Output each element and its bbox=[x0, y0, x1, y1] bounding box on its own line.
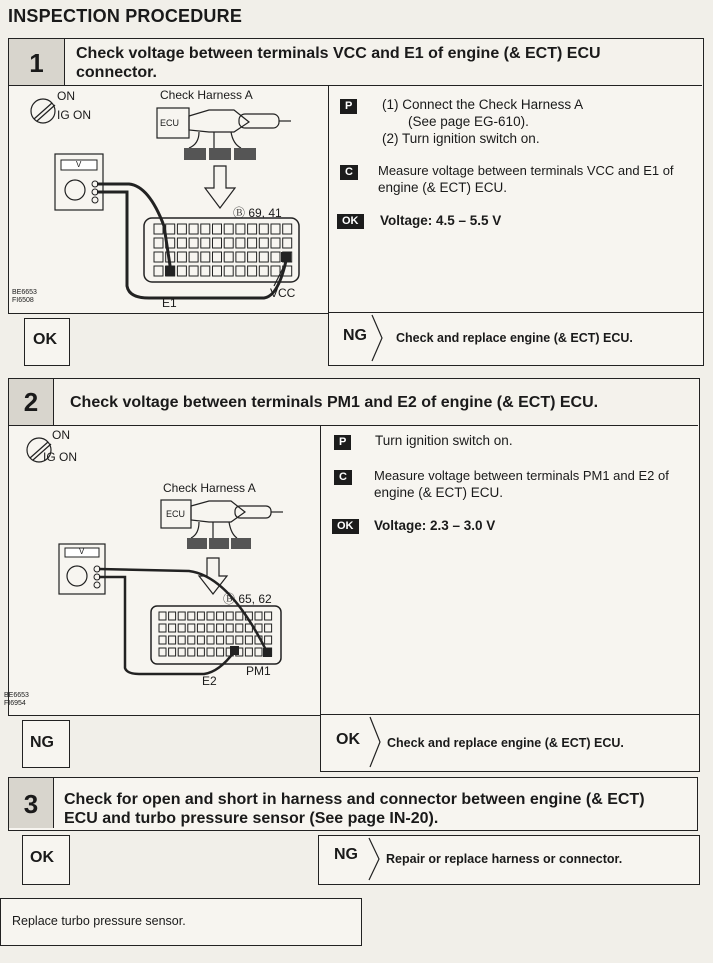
connector-pin bbox=[236, 612, 243, 620]
connector-pin bbox=[169, 648, 176, 656]
step-3-title-line2: ECU and turbo pressure sensor (See page IN-20). bbox=[64, 810, 439, 827]
connector-pin bbox=[265, 636, 272, 644]
step-1-p-line1: (1) Connect the Check Harness A bbox=[382, 97, 584, 112]
step-3-result-left: OK bbox=[30, 849, 54, 866]
connector-pin bbox=[265, 612, 272, 620]
step-2-diagram bbox=[9, 426, 319, 712]
chevron-right-icon bbox=[372, 315, 382, 361]
connector-pin bbox=[207, 648, 214, 656]
connector-pin bbox=[236, 224, 245, 234]
step-1-result-left: OK bbox=[33, 331, 57, 348]
connector-pin bbox=[207, 636, 214, 644]
connector-pin bbox=[189, 224, 198, 234]
step-2-switch-ig: IG ON bbox=[43, 450, 78, 464]
connector-pin bbox=[188, 648, 195, 656]
connector-pin bbox=[255, 648, 262, 656]
connector-pin bbox=[271, 238, 280, 248]
connector-pin bbox=[154, 252, 163, 262]
connector-pin bbox=[197, 648, 204, 656]
page-heading: INSPECTION PROCEDURE bbox=[8, 6, 243, 26]
down-arrow-icon bbox=[205, 166, 235, 208]
connector-pin bbox=[224, 252, 233, 262]
step-2-meter-v: V bbox=[79, 547, 85, 556]
connector-pin bbox=[201, 252, 210, 262]
step-2-switch-on: ON bbox=[52, 428, 70, 442]
connector-pin bbox=[178, 636, 185, 644]
connector-pin bbox=[255, 612, 262, 620]
connector-pin bbox=[207, 624, 214, 632]
connector-pin bbox=[188, 612, 195, 620]
step-2-code1: BE6653 bbox=[4, 692, 29, 699]
connector-pin bbox=[245, 648, 252, 656]
step-2-voltage: Voltage: 2.3 – 3.0 V bbox=[374, 518, 496, 533]
step-2-ecu-label: ECU bbox=[166, 509, 186, 519]
connector-pin bbox=[178, 648, 185, 656]
step-1-title-line1: Check voltage between terminals VCC and E1 of engine (& ECT) ECU bbox=[76, 45, 601, 62]
step-1-result-right-text: Check and replace engine (& ECT) ECU. bbox=[396, 331, 633, 345]
connector-pin bbox=[177, 238, 186, 248]
step-1-c-tag: C bbox=[340, 165, 358, 180]
connector-pin bbox=[283, 224, 292, 234]
step-2-p-tag: P bbox=[334, 435, 351, 450]
connector-pin bbox=[178, 624, 185, 632]
step-3-result-right-label: NG bbox=[334, 846, 358, 863]
connector-pin bbox=[226, 636, 233, 644]
connector-pin bbox=[197, 624, 204, 632]
connector-pin bbox=[159, 648, 166, 656]
connector-pin bbox=[217, 612, 224, 620]
check-harness-icon bbox=[157, 108, 291, 160]
step-1-number: 1 bbox=[9, 39, 65, 85]
connector-pin bbox=[154, 266, 163, 276]
connector-pin bbox=[197, 612, 204, 620]
step-2-ok-tag: OK bbox=[332, 519, 359, 534]
step-1-ok-tag: OK bbox=[337, 214, 364, 229]
connector-pin bbox=[259, 266, 268, 276]
connector-pin bbox=[201, 238, 210, 248]
connector-pin bbox=[248, 238, 257, 248]
step-1-harness-label: Check Harness A bbox=[160, 88, 253, 102]
connector-pin bbox=[236, 252, 245, 262]
connector-pin bbox=[159, 612, 166, 620]
step-1-p-tag: P bbox=[340, 99, 357, 114]
connector-pin bbox=[177, 266, 186, 276]
connector-pin bbox=[189, 252, 198, 262]
connector-pin bbox=[224, 266, 233, 276]
connector-pin bbox=[248, 224, 257, 234]
check-harness-icon bbox=[161, 500, 283, 549]
step-2-result-right-text: Check and replace engine (& ECT) ECU. bbox=[387, 736, 624, 750]
step-1-code2: FI6508 bbox=[12, 297, 34, 304]
connector-pin bbox=[236, 266, 245, 276]
step-1-meter-v: V bbox=[76, 160, 82, 169]
connector-pin bbox=[188, 624, 195, 632]
connector-pin bbox=[177, 224, 186, 234]
step-1-code1: BE6653 bbox=[12, 289, 37, 296]
step-1-title-line2: connector. bbox=[76, 64, 157, 81]
step-3-title-line1: Check for open and short in harness and connector between engine (& ECT) bbox=[64, 791, 645, 808]
step-2-title-line1: Check voltage between terminals PM1 and E2 of engine (& ECT) ECU. bbox=[70, 394, 599, 411]
connector-pin bbox=[213, 238, 222, 248]
step-2-result-left: NG bbox=[30, 734, 54, 751]
connector-pin bbox=[159, 636, 166, 644]
step-3-result-right-text: Repair or replace harness or connector. bbox=[386, 852, 623, 866]
connector-pin bbox=[217, 624, 224, 632]
step-2-terminal-left: E2 bbox=[202, 674, 217, 688]
chevron-right-icon bbox=[370, 717, 380, 767]
connector-pin bbox=[259, 252, 268, 262]
step-2-connector-ref: Ⓑ 65, 62 bbox=[223, 592, 272, 606]
connector-pin bbox=[169, 636, 176, 644]
connector-pin bbox=[224, 224, 233, 234]
final-action-text: Replace turbo pressure sensor. bbox=[12, 914, 186, 928]
connector-pin bbox=[201, 224, 210, 234]
connector-pin bbox=[248, 252, 257, 262]
ignition-switch-icon bbox=[31, 99, 55, 123]
connector-pin bbox=[207, 612, 214, 620]
connector-pin bbox=[226, 612, 233, 620]
step-1-c-line2: engine (& ECT) ECU. bbox=[378, 180, 508, 195]
step-2-c-tag: C bbox=[334, 470, 352, 485]
connector-pin bbox=[259, 238, 268, 248]
connector-pin bbox=[217, 636, 224, 644]
connector-pin bbox=[224, 238, 233, 248]
step-2-divider bbox=[320, 425, 321, 714]
step-1-c-line1: Measure voltage between terminals VCC and E1 of bbox=[378, 163, 674, 178]
step-1-p-line3: (2) Turn ignition switch on. bbox=[382, 131, 540, 146]
connector-pin bbox=[226, 624, 233, 632]
step-2-result-right-label: OK bbox=[336, 731, 360, 748]
connector-pin bbox=[169, 612, 176, 620]
step-3-number: 3 bbox=[9, 778, 54, 828]
connector-pin bbox=[271, 224, 280, 234]
connector-pin bbox=[213, 252, 222, 262]
step-2-c-line1: Measure voltage between terminals PM1 and E2 of bbox=[374, 468, 669, 483]
connector-pin bbox=[236, 636, 243, 644]
ecu-connector-icon bbox=[151, 606, 281, 664]
connector-pin bbox=[265, 624, 272, 632]
connector-pin bbox=[189, 238, 198, 248]
step-1-divider bbox=[328, 85, 329, 312]
step-1-connector-ref: Ⓑ 69, 41 bbox=[233, 206, 282, 220]
connector-pin bbox=[197, 636, 204, 644]
step-2-p-text: Turn ignition switch on. bbox=[375, 433, 513, 448]
step-1-terminal-right: VCC bbox=[270, 286, 296, 300]
chevron-right-icon bbox=[369, 838, 379, 880]
step-2-terminal-right: PM1 bbox=[246, 664, 271, 678]
step-1-p-line2: (See page EG-610). bbox=[408, 114, 529, 129]
step-2-code2: FI6954 bbox=[4, 700, 26, 707]
connector-pin bbox=[236, 238, 245, 248]
step-1-voltage: Voltage: 4.5 – 5.5 V bbox=[380, 213, 502, 228]
step-1-switch-on: ON bbox=[57, 89, 75, 103]
step-1-ecu-label: ECU bbox=[160, 118, 180, 128]
connector-pin bbox=[177, 252, 186, 262]
connector-pin bbox=[166, 224, 175, 234]
step-1-switch-ig: IG ON bbox=[57, 108, 92, 122]
step-2-number: 2 bbox=[9, 379, 54, 425]
connector-pin bbox=[271, 252, 280, 262]
connector-pin bbox=[271, 266, 280, 276]
step-1-result-right-label: NG bbox=[343, 327, 367, 344]
connector-pin bbox=[178, 612, 185, 620]
connector-pin bbox=[283, 238, 292, 248]
connector-pin bbox=[189, 266, 198, 276]
step-1-terminal-left: E1 bbox=[162, 296, 177, 310]
connector-pin bbox=[217, 648, 224, 656]
connector-pin bbox=[245, 636, 252, 644]
connector-pin bbox=[201, 266, 210, 276]
connector-pin bbox=[159, 624, 166, 632]
connector-pin bbox=[154, 238, 163, 248]
connector-pin bbox=[188, 636, 195, 644]
step-2-c-line2: engine (& ECT) ECU. bbox=[374, 485, 504, 500]
connector-pin bbox=[259, 224, 268, 234]
connector-pin bbox=[154, 224, 163, 234]
step-2-harness-label: Check Harness A bbox=[163, 481, 256, 495]
connector-pin bbox=[169, 624, 176, 632]
connector-pin bbox=[236, 624, 243, 632]
connector-pin bbox=[213, 224, 222, 234]
connector-pin bbox=[213, 266, 222, 276]
connector-pin bbox=[248, 266, 257, 276]
